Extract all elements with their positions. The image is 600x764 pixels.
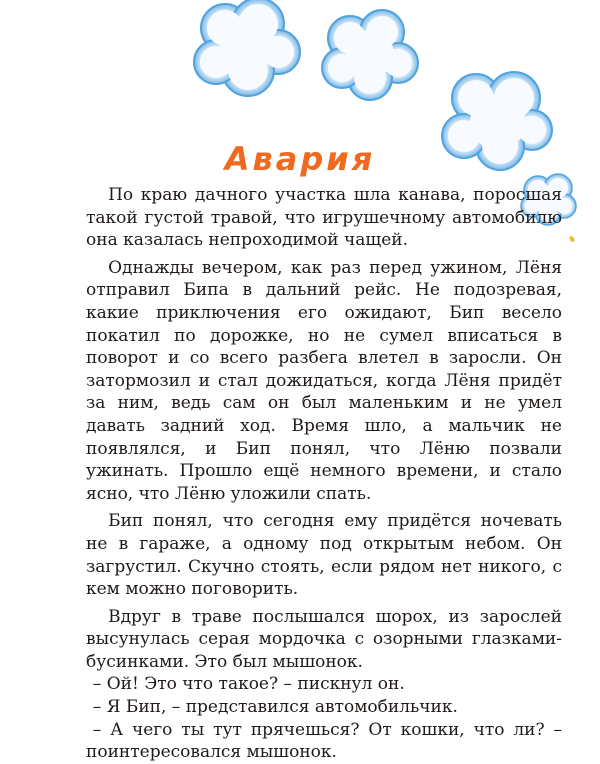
cloud-decoration-1 [190,0,305,100]
paragraph: Бип понял, что сегодня ему придётся ночевать не в гараже, а одному под открытым небом. Он загрустил. Скучно стоять, если рядом нет никого, с кем можно поговорить. [86,511,562,600]
paragraph: Вдруг в траве послышался шорох, из зарослей высунулась серая мордочка с озорными глазками-бусинками. Это был мышонок. [86,606,562,672]
paragraph: По краю дачного участка шла канава, поросшая такой густой травой, что игрушечному автомобилю она казалась непроходимой чащей. [86,185,562,251]
paragraph: Однажды вечером, как раз перед ужином, Лёня отправил Бипа в дальний рейс. Не подозревая, какие приключения его ожидают, Бип весело покатил по дорожке, но не сумел вписаться в поворот и со всего разбега влетел в заросли. Он затормозил и стал дожидаться, когда Лёня придёт за ним, ведь сам он был маленьким и не умел давать задний ход. Время шло, а мальчик не появлялся, и Бип понял, что Лёню позвали ужинать. Прошло ещё немного времени, и стало ясно, что Лёню уложили спать. [86,257,562,504]
dialogue-line: – А чего ты тут прячешься? От кошки, что ли? – поинтересовался мышонок. [86,719,562,763]
yellow-mark [569,235,575,242]
story-title: Авария [224,140,376,178]
dialogue-line: – Я Бип, – представился автомобильчик. [92,697,458,718]
cloud-decoration-2 [320,8,420,103]
dialogue-line: – Ой! Это что такое? – пискнул он. [92,674,405,695]
story-body [86,184,562,764]
